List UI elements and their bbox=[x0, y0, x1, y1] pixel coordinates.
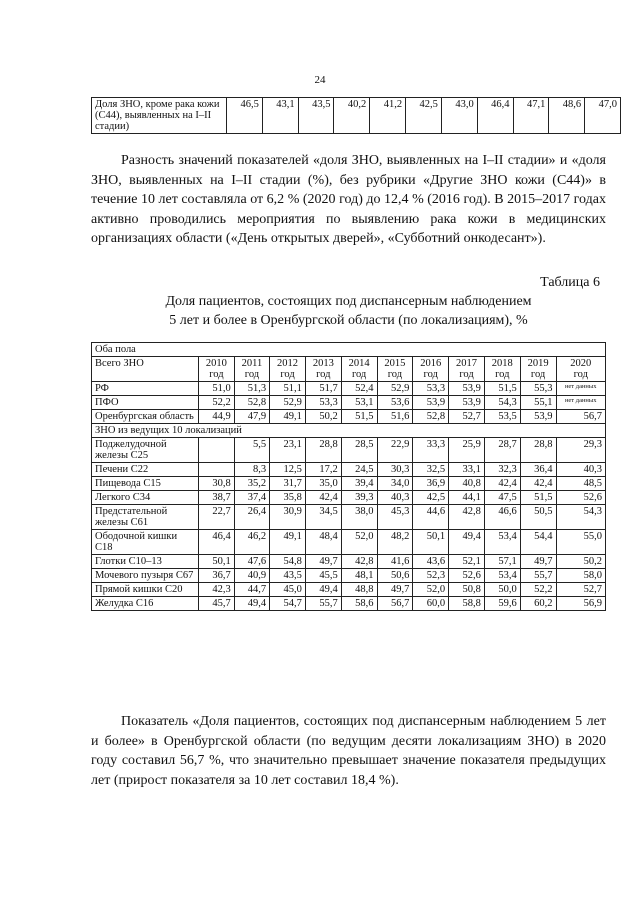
table-number: Таблица 6 bbox=[540, 275, 600, 290]
table-cell: 53,1 bbox=[341, 396, 377, 410]
table-cell: 50,1 bbox=[413, 530, 449, 555]
table-cell: 54,4 bbox=[520, 530, 556, 555]
row-label: Печени С22 bbox=[92, 463, 199, 477]
table-cell: 28,8 bbox=[305, 438, 341, 463]
table-cell: 40,3 bbox=[377, 491, 413, 505]
table-cell: 42,3 bbox=[199, 583, 235, 597]
column-header: Всего ЗНО bbox=[92, 357, 199, 382]
paragraph-summary: Показатель «Доля пациентов, состоящих под диспансерным наблюдением 5 лет и более» в Оренбургской области (по ведущим десяти локализациям ЗНО) в 2020 году составил 56,7 %, что значительно превышает значение показателя предыдущих лет (прирост показателя за 10 лет составил 18,4 %). bbox=[91, 714, 606, 788]
table-cell: 42,8 bbox=[341, 555, 377, 569]
table-cell: 52,6 bbox=[449, 569, 485, 583]
table-cell: 35,0 bbox=[305, 477, 341, 491]
table-cell: 50,6 bbox=[377, 569, 413, 583]
table-cell: 37,4 bbox=[234, 491, 269, 505]
table-row bbox=[92, 98, 621, 134]
table-cell: 52,8 bbox=[234, 396, 269, 410]
table-cell: 57,1 bbox=[484, 555, 520, 569]
year-value: 2013 bbox=[312, 358, 334, 369]
table-cell: 31,7 bbox=[270, 477, 306, 491]
year-suffix: год bbox=[530, 369, 546, 380]
table-cell: 45,5 bbox=[305, 569, 341, 583]
table-cell: 47,6 bbox=[234, 555, 269, 569]
year-header bbox=[484, 357, 520, 382]
row-label: Легкого С34 bbox=[92, 491, 199, 505]
table-cell: 42,4 bbox=[520, 477, 556, 491]
table-cell: 53,6 bbox=[377, 396, 413, 410]
table-cell: 48,5 bbox=[556, 477, 606, 491]
table-cell: 43,6 bbox=[413, 555, 449, 569]
table-row bbox=[92, 530, 606, 555]
year-suffix: год bbox=[316, 369, 331, 380]
table-cell: 8,3 bbox=[234, 463, 269, 477]
table-cell: 43,5 bbox=[298, 98, 334, 134]
table-cell: 52,9 bbox=[270, 396, 306, 410]
table-cell: 60,2 bbox=[520, 597, 556, 611]
table-cell: 49,1 bbox=[270, 530, 306, 555]
table-cell: 52,4 bbox=[341, 382, 377, 396]
section-header: Оба пола bbox=[92, 343, 606, 357]
year-value: 2012 bbox=[277, 358, 299, 369]
table-cell: 53,9 bbox=[449, 396, 485, 410]
page-number: 24 bbox=[314, 74, 326, 86]
dispensary-table bbox=[91, 342, 606, 611]
table-cell: 44,6 bbox=[413, 505, 449, 530]
year-value: 2015 bbox=[384, 358, 406, 369]
table-caption-line: 5 лет и более в Оренбургской области (по локализациям), % bbox=[169, 313, 528, 328]
table-cell: 52,7 bbox=[449, 410, 485, 424]
table-cell: 49,7 bbox=[520, 555, 556, 569]
table-cell: 50,2 bbox=[305, 410, 341, 424]
year-value: 2019 bbox=[527, 358, 549, 369]
table-cell: 42,5 bbox=[406, 98, 442, 134]
table-cell: 54,8 bbox=[270, 555, 306, 569]
row-label: Мочевого пузыря С67 bbox=[92, 569, 199, 583]
table-row bbox=[92, 555, 606, 569]
table-cell: 55,7 bbox=[305, 597, 341, 611]
table-cell bbox=[556, 382, 606, 396]
table-cell: 55,3 bbox=[520, 382, 556, 396]
table-cell: 12,5 bbox=[270, 463, 306, 477]
table-cell: 28,8 bbox=[520, 438, 556, 463]
table-cell: 56,9 bbox=[556, 597, 606, 611]
year-header bbox=[556, 357, 606, 382]
table-cell: 38,7 bbox=[199, 491, 235, 505]
table-cell: 46,5 bbox=[227, 98, 263, 134]
table-cell: 51,5 bbox=[520, 491, 556, 505]
table-cell: 52,3 bbox=[413, 569, 449, 583]
table-cell: 56,7 bbox=[556, 410, 606, 424]
row-label: Доля ЗНО, кроме рака кожи (С44), выявленных на I–II стадии) bbox=[92, 98, 227, 134]
year-suffix: год bbox=[351, 369, 367, 380]
table-cell: 32,5 bbox=[413, 463, 449, 477]
table-cell: 42,8 bbox=[449, 505, 485, 530]
table-cell: 44,9 bbox=[199, 410, 235, 424]
table-cell: 40,3 bbox=[556, 463, 606, 477]
table-cell: 40,8 bbox=[449, 477, 485, 491]
year-value: 2016 bbox=[420, 358, 442, 369]
table-cell: 51,6 bbox=[377, 410, 413, 424]
table-row bbox=[92, 424, 606, 438]
year-header bbox=[341, 357, 377, 382]
table-cell: 54,3 bbox=[556, 505, 606, 530]
table-cell: 49,7 bbox=[305, 555, 341, 569]
table-cell: 43,1 bbox=[262, 98, 298, 134]
table-cell: 49,7 bbox=[377, 583, 413, 597]
table-cell: 49,4 bbox=[449, 530, 485, 555]
table-cell: 53,4 bbox=[484, 569, 520, 583]
table-cell bbox=[199, 438, 235, 463]
year-suffix: год bbox=[423, 369, 438, 380]
year-value: 2011 bbox=[241, 358, 263, 369]
table-cell: 40,2 bbox=[334, 98, 370, 134]
row-label: Прямой кишки С20 bbox=[92, 583, 199, 597]
table-cell: 48,2 bbox=[377, 530, 413, 555]
table-cell: 52,1 bbox=[449, 555, 485, 569]
table-row bbox=[92, 343, 606, 357]
table-cell: 45,3 bbox=[377, 505, 413, 530]
year-suffix: год bbox=[495, 369, 510, 380]
year-value: 2020 bbox=[570, 358, 592, 369]
table-row bbox=[92, 410, 606, 424]
table-cell: 43,5 bbox=[270, 569, 306, 583]
row-label: Оренбургская область bbox=[92, 410, 199, 424]
table-cell: 58,6 bbox=[341, 597, 377, 611]
table-cell: 58,0 bbox=[556, 569, 606, 583]
table-cell: 50,2 bbox=[556, 555, 606, 569]
table-cell: 26,4 bbox=[234, 505, 269, 530]
table-cell: 51,3 bbox=[234, 382, 269, 396]
table-cell: 46,6 bbox=[484, 505, 520, 530]
table-cell: 35,2 bbox=[234, 477, 269, 491]
table-cell: 49,4 bbox=[234, 597, 269, 611]
row-label: Глотки С10–13 bbox=[92, 555, 199, 569]
year-header bbox=[520, 357, 556, 382]
table-cell: 53,4 bbox=[484, 530, 520, 555]
table-cell: 52,2 bbox=[199, 396, 235, 410]
year-suffix: год bbox=[244, 369, 260, 380]
table-cell: 48,4 bbox=[305, 530, 341, 555]
table-cell: 40,9 bbox=[234, 569, 269, 583]
table-cell: 34,5 bbox=[305, 505, 341, 530]
table-cell: 51,7 bbox=[305, 382, 341, 396]
table-cell: 24,5 bbox=[341, 463, 377, 477]
section-header: ЗНО из ведущих 10 локализаций bbox=[92, 424, 606, 438]
year-header bbox=[377, 357, 413, 382]
table-cell: 48,8 bbox=[341, 583, 377, 597]
table-cell: 47,0 bbox=[585, 98, 621, 134]
table-cell: 46,4 bbox=[199, 530, 235, 555]
table-cell: 53,9 bbox=[520, 410, 556, 424]
table-cell: 41,2 bbox=[370, 98, 406, 134]
paragraph-skin-cancer: Разность значений показателей «доля ЗНО, выявленных на I–II стадии» и «доля ЗНО, выявленных на I–II стадии (%), без рубрики «Другие ЗНО кожи (С44)» в течение 10 лет составляла от 6,2 % (2020 год) до 12,4 % (2016 год). В 2015–2017 годах активно проводились мероприятия по выявлению рака кожи в медицинских организациях области («День открытых дверей», «Субботний онкодесант»). bbox=[91, 153, 606, 246]
table-cell: 55,1 bbox=[520, 396, 556, 410]
table-cell: 47,9 bbox=[234, 410, 269, 424]
table-cell: 47,5 bbox=[484, 491, 520, 505]
table-cell: 50,1 bbox=[199, 555, 235, 569]
table-cell: 51,1 bbox=[270, 382, 306, 396]
table-cell: 42,5 bbox=[413, 491, 449, 505]
year-suffix: год bbox=[573, 369, 588, 380]
table-row bbox=[92, 396, 606, 410]
table-cell: 51,5 bbox=[341, 410, 377, 424]
table-cell: 49,1 bbox=[270, 410, 306, 424]
table-cell: 48,1 bbox=[341, 569, 377, 583]
table-cell: 55,7 bbox=[520, 569, 556, 583]
row-label: Желудка С16 bbox=[92, 597, 199, 611]
table-cell: 50,0 bbox=[484, 583, 520, 597]
year-value: 2010 bbox=[205, 358, 227, 369]
table-cell: 50,8 bbox=[449, 583, 485, 597]
table-row bbox=[92, 569, 606, 583]
table-cell: 60,0 bbox=[413, 597, 449, 611]
table-cell: 46,2 bbox=[234, 530, 269, 555]
table-cell: 52,0 bbox=[413, 583, 449, 597]
table-cell: 39,4 bbox=[341, 477, 377, 491]
table-cell: 48,6 bbox=[549, 98, 585, 134]
row-label: Пищевода С15 bbox=[92, 477, 199, 491]
table-cell: 59,6 bbox=[484, 597, 520, 611]
table-cell: 42,4 bbox=[305, 491, 341, 505]
year-suffix: год bbox=[280, 369, 295, 380]
table-cell: 35,8 bbox=[270, 491, 306, 505]
table-cell: 41,6 bbox=[377, 555, 413, 569]
table-row bbox=[92, 491, 606, 505]
table-cell: 36,7 bbox=[199, 569, 235, 583]
table-caption-line: Доля пациентов, состоящих под диспансерным наблюдением bbox=[165, 294, 532, 309]
table-cell: 25,9 bbox=[449, 438, 485, 463]
table-cell: 52,9 bbox=[377, 382, 413, 396]
year-header bbox=[413, 357, 449, 382]
year-header bbox=[234, 357, 269, 382]
table-cell: 30,8 bbox=[199, 477, 235, 491]
table-cell: 58,8 bbox=[449, 597, 485, 611]
table-cell: 47,1 bbox=[513, 98, 549, 134]
row-label: РФ bbox=[92, 382, 199, 396]
top-table bbox=[91, 97, 621, 134]
row-label: ПФО bbox=[92, 396, 199, 410]
table-cell: 39,3 bbox=[341, 491, 377, 505]
table-row bbox=[92, 477, 606, 491]
table-cell: 49,4 bbox=[305, 583, 341, 597]
table-cell: 5,5 bbox=[234, 438, 269, 463]
row-label: Поджелудочной железы С25 bbox=[92, 438, 199, 463]
table-cell: 30,9 bbox=[270, 505, 306, 530]
year-value: 2014 bbox=[348, 358, 370, 369]
table-cell: 33,1 bbox=[449, 463, 485, 477]
row-label: Предстательной железы С61 bbox=[92, 505, 199, 530]
table-cell: 32,3 bbox=[484, 463, 520, 477]
table-cell: 53,9 bbox=[449, 382, 485, 396]
table-cell: 55,0 bbox=[556, 530, 606, 555]
table-cell: 28,7 bbox=[484, 438, 520, 463]
year-header bbox=[449, 357, 485, 382]
table-row bbox=[92, 505, 606, 530]
table-cell bbox=[199, 463, 235, 477]
table-cell: 50,5 bbox=[520, 505, 556, 530]
table-cell: 30,3 bbox=[377, 463, 413, 477]
table-caption bbox=[91, 292, 606, 330]
table-cell: 44,1 bbox=[449, 491, 485, 505]
table-cell: 54,7 bbox=[270, 597, 306, 611]
year-header bbox=[305, 357, 341, 382]
year-suffix: год bbox=[387, 369, 403, 380]
table-cell: 34,0 bbox=[377, 477, 413, 491]
table-cell: 52,6 bbox=[556, 491, 606, 505]
table-cell: 17,2 bbox=[305, 463, 341, 477]
year-suffix: год bbox=[459, 369, 474, 380]
table-row bbox=[92, 382, 606, 396]
row-label: Ободочной кишки С18 bbox=[92, 530, 199, 555]
table-cell: 42,4 bbox=[484, 477, 520, 491]
table-cell: 46,4 bbox=[477, 98, 513, 134]
table-row bbox=[92, 463, 606, 477]
table-cell: 52,8 bbox=[413, 410, 449, 424]
year-value: 2018 bbox=[491, 358, 513, 369]
table-cell: 45,7 bbox=[199, 597, 235, 611]
year-suffix: год bbox=[209, 369, 224, 380]
table-cell: 53,3 bbox=[305, 396, 341, 410]
no-data-note: нет данных bbox=[564, 397, 597, 404]
table-cell: 53,3 bbox=[413, 382, 449, 396]
table-cell: 44,7 bbox=[234, 583, 269, 597]
table-cell: 28,5 bbox=[341, 438, 377, 463]
table-row bbox=[92, 357, 606, 382]
table-cell: 53,9 bbox=[413, 396, 449, 410]
table-cell: 52,0 bbox=[341, 530, 377, 555]
table-row bbox=[92, 438, 606, 463]
no-data-note: нет данных bbox=[564, 383, 597, 390]
table-cell: 51,5 bbox=[484, 382, 520, 396]
table-cell bbox=[556, 396, 606, 410]
table-cell: 36,9 bbox=[413, 477, 449, 491]
table-row bbox=[92, 583, 606, 597]
table-cell: 54,3 bbox=[484, 396, 520, 410]
table-cell: 52,2 bbox=[520, 583, 556, 597]
table-cell: 22,7 bbox=[199, 505, 235, 530]
year-value: 2017 bbox=[456, 358, 477, 369]
table-cell: 56,7 bbox=[377, 597, 413, 611]
table-cell: 22,9 bbox=[377, 438, 413, 463]
table-cell: 43,0 bbox=[441, 98, 477, 134]
table-cell: 51,0 bbox=[199, 382, 235, 396]
table-cell: 33,3 bbox=[413, 438, 449, 463]
table-cell: 53,5 bbox=[484, 410, 520, 424]
year-header bbox=[199, 357, 235, 382]
year-header bbox=[270, 357, 306, 382]
table-cell: 38,0 bbox=[341, 505, 377, 530]
table-cell: 23,1 bbox=[270, 438, 306, 463]
table-cell: 36,4 bbox=[520, 463, 556, 477]
table-cell: 45,0 bbox=[270, 583, 306, 597]
table-cell: 52,7 bbox=[556, 583, 606, 597]
table-row bbox=[92, 597, 606, 611]
table-cell: 29,3 bbox=[556, 438, 606, 463]
